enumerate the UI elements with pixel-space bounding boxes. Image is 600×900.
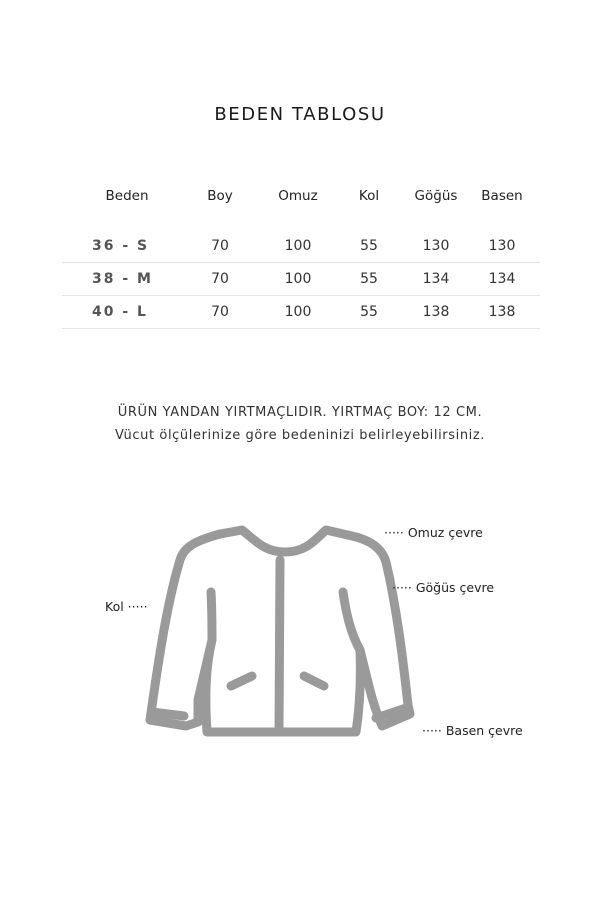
header-gogus: Göğüs <box>414 188 458 204</box>
jacket-right-seam <box>343 592 360 650</box>
header-beden: Beden <box>105 188 149 204</box>
kol-cell: 55 <box>360 238 378 254</box>
basen-cell: 130 <box>488 238 516 254</box>
size-cell: 38 - M <box>92 271 153 287</box>
basen-cell: 134 <box>488 271 516 287</box>
gogus-cell: 138 <box>422 304 450 320</box>
boy-cell: 70 <box>211 271 229 287</box>
slit-note: ÜRÜN YANDAN YIRTMAÇLIDIR. YIRTMAÇ BOY: 12 CM. <box>117 405 483 420</box>
omuz-cell: 100 <box>284 238 312 254</box>
page-title: BEDEN TABLOSU <box>214 104 386 125</box>
gogus-label: ····· Göğüs çevre <box>392 580 495 595</box>
omuz-label: ····· Omuz çevre <box>384 525 483 540</box>
header-kol: Kol <box>358 188 380 204</box>
size-cell: 40 - L <box>92 304 148 320</box>
jacket-left-cuff <box>152 712 184 716</box>
kol-cell: 55 <box>360 271 378 287</box>
size-cell: 36 - S <box>92 238 150 254</box>
header-basen: Basen <box>481 188 523 204</box>
jacket-left-pocket <box>231 676 252 686</box>
basen-cell: 138 <box>488 304 516 320</box>
jacket-right-pocket <box>304 676 324 686</box>
jacket-left-seam <box>211 592 212 640</box>
omuz-cell: 100 <box>284 304 312 320</box>
boy-cell: 70 <box>211 238 229 254</box>
omuz-cell: 100 <box>284 271 312 287</box>
header-boy: Boy <box>207 188 233 204</box>
size-advice-note: Vücut ölçülerinize göre bedeninizi belirleyebilirsiniz. <box>114 428 486 443</box>
kol-cell: 55 <box>360 304 378 320</box>
gogus-cell: 134 <box>422 271 450 287</box>
basen-label: ····· Basen çevre <box>422 723 523 738</box>
jacket-center-line <box>279 560 280 732</box>
gogus-cell: 130 <box>422 238 450 254</box>
kol-label: Kol ····· <box>105 599 148 614</box>
header-omuz: Omuz <box>278 188 318 204</box>
boy-cell: 70 <box>211 304 229 320</box>
